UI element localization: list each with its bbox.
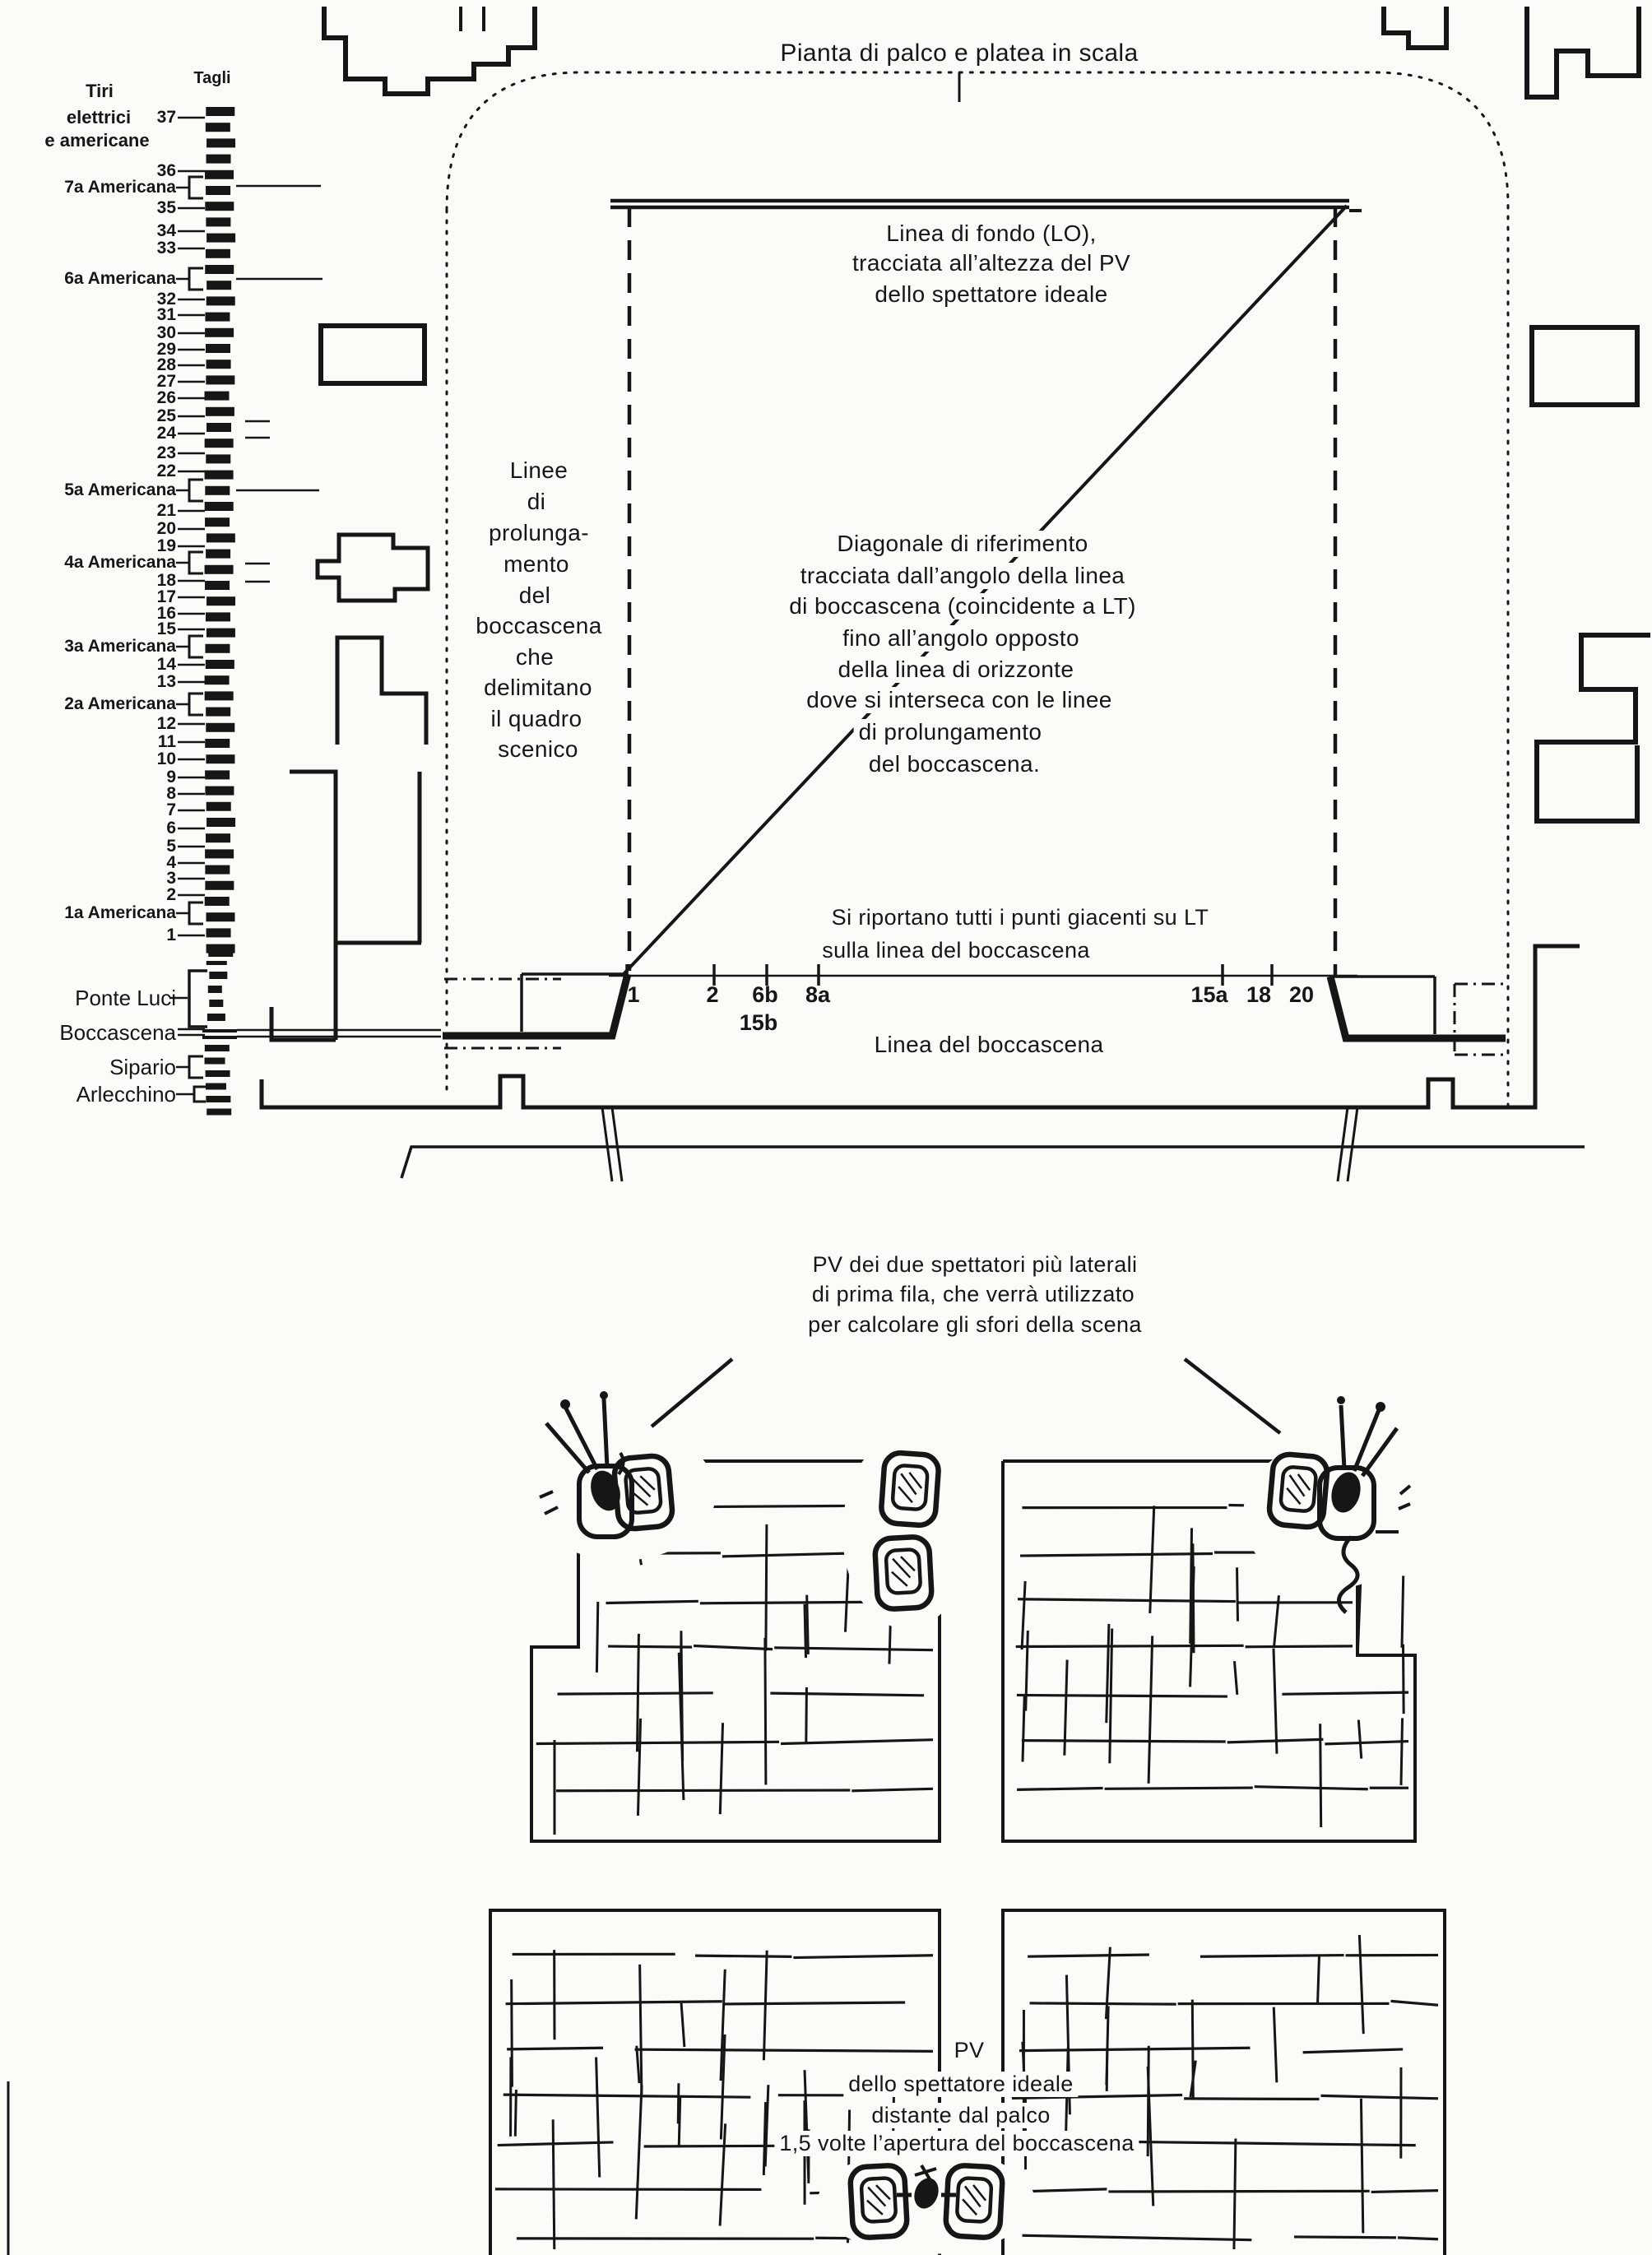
batten-label-number: 23 (156, 443, 176, 462)
batten-stub-lines (236, 186, 323, 582)
batten-label-number: 31 (156, 305, 176, 324)
batten-bar (206, 928, 231, 937)
seat-grid-line (1255, 1787, 1368, 1789)
seat-grid-line (596, 1602, 597, 1673)
batten-bar (206, 596, 235, 606)
diagonale-note: Diagonale di riferimento (832, 531, 1093, 557)
seat-grid-line (506, 2002, 722, 2004)
batten-bar (208, 953, 233, 957)
seat-grid-line (763, 1951, 767, 2060)
batten-bar (205, 438, 234, 448)
seat-grid-line (1022, 1581, 1025, 1649)
batten-label-number: 19 (156, 536, 176, 555)
batten-label-number: 32 (156, 290, 176, 309)
seat-grid-line (1026, 1631, 1028, 1711)
batten-bar (206, 1096, 230, 1102)
batten-label-americana: 2a Americana (64, 694, 176, 713)
diagonal-line (624, 206, 1347, 974)
lt-line (609, 964, 1357, 986)
batten-bar (205, 675, 230, 684)
seat-grid-line (1110, 1629, 1112, 1764)
batten-label-number: 2 (166, 885, 176, 904)
diagonale-note: fino all’angolo opposto (838, 625, 1084, 652)
seat-grid-line (681, 2003, 684, 2047)
diagonale-note: dove si interseca con le linee (801, 687, 1117, 713)
leader-line (189, 636, 203, 657)
tiri-header-line: e americane (44, 130, 150, 151)
seat-grid-line (770, 1693, 924, 1696)
batten-bar (205, 392, 230, 401)
prolungamento-note: scenico (498, 736, 578, 762)
batten-label-number: 21 (156, 501, 176, 520)
seat-grid-line (1237, 1567, 1238, 1621)
batten-label-number: 35 (156, 198, 176, 217)
seat-grid-line (852, 1789, 933, 1791)
leader-line (189, 694, 203, 715)
annotation-arrows (652, 1359, 1280, 1433)
batten-bar (205, 786, 234, 796)
dashdot-right-box (1455, 984, 1506, 1055)
wall-fragment (461, 7, 484, 31)
seat-grid-line (681, 1636, 683, 1761)
seat-grid-line (1149, 1636, 1153, 1783)
seat-grid-line (774, 1648, 933, 1650)
batten-bar (206, 407, 234, 416)
lt-tick-label: 8a (805, 982, 831, 1007)
batten-label-number: 3 (166, 869, 176, 888)
fondo-double-line (610, 201, 1349, 207)
batten-bar (206, 802, 231, 811)
batten-bar (205, 565, 234, 574)
seat-grid-line (553, 2119, 555, 2249)
prolungamento-note: prolunga- (489, 520, 589, 545)
theater-walls (8, 7, 1650, 2255)
batten-label-americana: 3a Americana (64, 637, 176, 656)
batten-label-number: 29 (156, 340, 176, 359)
batten-label-number: 10 (156, 749, 176, 768)
leader-line (189, 552, 203, 573)
batten-bar (208, 986, 222, 993)
batten-label-number: 30 (156, 323, 176, 342)
batten-bar (206, 423, 231, 432)
linea-boccascena-label: Linea del boccascena (874, 1032, 1104, 1057)
prolungamento-note: di (527, 489, 546, 514)
batten-bar (205, 502, 234, 511)
seat-grid-line (1192, 2000, 1193, 2099)
batten-bar (205, 897, 230, 906)
batten-bar (206, 281, 231, 290)
seat-grid-line (1274, 1649, 1277, 1754)
seat-grid-line (1390, 2001, 1438, 2005)
seat-grid-line (640, 1965, 642, 2095)
wall-fragment (1532, 327, 1637, 405)
batten-bar (206, 550, 230, 559)
seat-grid-line (1023, 1694, 1024, 1761)
prolungamento-note: boccascena (476, 613, 602, 638)
leader-line (189, 902, 203, 924)
batten-bar (206, 660, 234, 669)
batten-label-named: Arlecchino (76, 1082, 176, 1107)
batten-label-number: 33 (156, 239, 176, 258)
seat-grid-line (1358, 1720, 1361, 1759)
batten-bar (209, 972, 227, 979)
seat-grid-line (1107, 1624, 1109, 1723)
batten-bar (206, 612, 230, 621)
batten-bar (205, 1045, 230, 1051)
seat-grid-line (606, 1601, 698, 1603)
batten-label-number: 34 (156, 221, 176, 240)
lt-tick-label-15b: 15b (739, 1010, 778, 1035)
batten-label-americana: 7a Americana (64, 178, 176, 197)
linea-di-fondo (610, 201, 1362, 211)
seat-grid-line (1023, 2235, 1252, 2239)
batten-label-number: 22 (156, 462, 176, 480)
figure-hand (1337, 1396, 1345, 1404)
batten-bar (202, 1036, 237, 1039)
batten-label-number: 27 (156, 372, 176, 391)
batten-label-number: 18 (156, 571, 176, 590)
lt-tick-label: 18 (1246, 982, 1272, 1007)
batten-bar (206, 234, 235, 243)
batten-label-number: 20 (156, 519, 176, 538)
batten-label-number: 7 (166, 800, 176, 819)
seat-grid-line (1193, 1543, 1194, 1653)
lt-tick-label: 20 (1288, 982, 1315, 1007)
seat-grid-line (1274, 2007, 1277, 2083)
batten-label-number: 16 (156, 604, 176, 623)
batten-bar (205, 486, 230, 495)
batten-bar (205, 739, 230, 748)
wall-fragment (1537, 635, 1650, 821)
seat-grid-line (634, 2049, 933, 2051)
batten-bar (206, 454, 230, 463)
boccascena-thick-right (1330, 977, 1506, 1038)
batten-bar (206, 833, 230, 842)
trapezoid-left (522, 974, 625, 1032)
batten-bar (206, 1070, 230, 1077)
batten-bar (206, 912, 234, 921)
batten-label-americana: 6a Americana (64, 269, 176, 288)
proscenium (237, 974, 1506, 1055)
batten-label-number: 17 (156, 587, 176, 606)
seat-grid-line (781, 1740, 933, 1744)
seat-grid-line (1294, 2237, 1396, 2238)
batten-bar (205, 865, 230, 875)
seat-grid-line (1371, 2191, 1438, 2192)
seat-grid-line (1398, 2238, 1438, 2239)
seat-grid-line (1403, 1645, 1404, 1714)
seat-grid-line (1318, 1956, 1320, 2003)
batten-bar (205, 581, 230, 590)
seat-grid-line (536, 1742, 779, 1743)
batten-label-number: 6 (166, 819, 176, 838)
seat-grid-line (807, 1595, 809, 1654)
batten-bar (202, 1029, 237, 1032)
tagli-header: Tagli (193, 69, 231, 87)
wall-fragment (1527, 7, 1639, 97)
batten-label-americana: 5a Americana (64, 480, 176, 499)
seat-grid-line (556, 1790, 850, 1791)
batten-bar (206, 249, 230, 258)
orchestra-wall (401, 1147, 1585, 1178)
seat-grid-line (507, 2048, 603, 2049)
diagonale-note: tracciata dall’angolo della linea (796, 563, 1130, 589)
seat-grid-line (1234, 1661, 1237, 1695)
batten-label-number: 4 (166, 853, 176, 872)
seat-grid-line (1022, 1741, 1226, 1742)
batten-bar (206, 123, 230, 132)
leader-line (189, 480, 203, 501)
seat-grid-line (1020, 1554, 1213, 1557)
figure-halo (527, 1426, 716, 1561)
batten-bar (206, 138, 235, 147)
batten-bar (206, 944, 235, 954)
pv-ideale-note: distante dal palco (866, 2103, 1055, 2128)
seat-grid-line (694, 1646, 773, 1649)
trapezoid-right (1334, 977, 1435, 1034)
pv-laterali-note: PV dei due spettatori più laterali (812, 1252, 1138, 1277)
leader-line (189, 1056, 203, 1078)
linea-fondo-note: Linea di fondo (LO), (886, 220, 1097, 246)
batten-label-number: 13 (156, 672, 176, 691)
batten-label-number: 9 (166, 768, 176, 786)
seat-grid-line (1018, 1599, 1236, 1602)
seat-grid-line (1028, 1955, 1149, 1956)
fly-batten-ladder (202, 107, 237, 1116)
riporto-note: Si riportano tutti i punti giacenti su LT (827, 905, 1214, 930)
boccascena-line-left-extension (237, 1030, 441, 1037)
batten-label-number: 15 (156, 619, 176, 638)
tiri-header-line: elettrici (66, 107, 132, 128)
batten-label-number: 25 (156, 406, 176, 425)
diagonale-note: di prolungamento (854, 719, 1047, 745)
linea-fondo-note: tracciata all’altezza del PV (852, 250, 1131, 276)
arrow-to-right-spectator (1185, 1359, 1280, 1433)
batten-bar (206, 217, 230, 226)
batten-label-number: 12 (156, 714, 176, 733)
seat-grid-line (1135, 2141, 1416, 2145)
seat-grid-line (1402, 1575, 1404, 1647)
batten-bar (206, 360, 231, 369)
seat-grid-line (1282, 1692, 1408, 1694)
pv-ideale-note: 1,5 volte l’apertura del boccascena (774, 2131, 1139, 2156)
diagonale-note: del boccascena. (864, 751, 1045, 777)
diagonale-note: della linea di orizzonte (833, 657, 1079, 683)
wall-fragment (337, 638, 426, 745)
batten-label-number: 24 (156, 424, 176, 443)
batten-bar (206, 107, 234, 116)
seat-grid-line (1320, 1724, 1321, 1827)
seat-grid-line (766, 1524, 767, 1651)
seat-grid-line (1105, 1788, 1253, 1789)
lt-tick-label: 15a (1190, 982, 1228, 1007)
prolungamento-note: delimitano (484, 675, 592, 700)
seat-grid-line (637, 2046, 639, 2083)
seat-grid-line (1150, 1506, 1154, 1613)
seat-grid-line (806, 1687, 807, 1742)
apron-edge-left (602, 1107, 622, 1181)
batten-bar (205, 849, 234, 858)
batten-bar (206, 754, 234, 763)
lt-tick-label: 6b (752, 982, 778, 1007)
batten-label-number: 26 (156, 388, 176, 407)
prolungamento-note: il quadro (490, 706, 582, 731)
leader-line (189, 268, 203, 290)
batten-bar (206, 961, 227, 965)
seat-grid-line (608, 1646, 692, 1647)
batten-bar (206, 375, 234, 384)
batten-bar (205, 265, 234, 274)
seat-grid-line (1184, 2099, 1319, 2100)
batten-bar (205, 202, 234, 211)
seat-grid-line (1200, 1956, 1344, 1957)
lt-tick-label: 2 (706, 982, 719, 1007)
pv-laterali-note: per calcolare gli sfori della scena (808, 1312, 1142, 1337)
seat-grid-line (1325, 1742, 1408, 1744)
batten-label-named: Sipario (109, 1055, 176, 1079)
batten-label-number: 1 (166, 926, 176, 944)
batten-bar (205, 644, 230, 653)
batten-label-named: Boccascena (59, 1020, 176, 1045)
figure-hand (600, 1391, 608, 1399)
page-title: Pianta di palco e platea in scala (780, 39, 1139, 67)
batten-bar (206, 1083, 226, 1090)
batten-bar (205, 471, 234, 480)
tiri-header-line: Tiri (86, 81, 114, 101)
lt-tick-label: 1 (627, 982, 640, 1007)
batten-bar (205, 170, 234, 179)
seat-grid-line (515, 2090, 516, 2137)
batten-bar (206, 708, 230, 717)
pv-ideale-note: dello spettatore ideale (843, 2072, 1078, 2097)
batten-bar (205, 517, 230, 527)
batten-label-number: 14 (156, 655, 176, 674)
batten-bar (205, 313, 230, 322)
batten-bar (209, 1000, 223, 1007)
batten-bar (206, 723, 234, 732)
pv-laterali-note: di prima fila, che verrà utilizzato (811, 1282, 1135, 1306)
batten-bar (206, 186, 230, 195)
seat-grid-line (637, 1634, 638, 1752)
seat-grid-line (636, 2085, 642, 2219)
seat-grid-line (558, 1693, 713, 1694)
batten-label-americana: 4a Americana (64, 553, 176, 572)
prolungamento-note: Linee (509, 457, 568, 483)
seat-grid-line (805, 1604, 806, 1658)
boundary-top (447, 72, 1508, 210)
figure-hand (1376, 1402, 1385, 1412)
batten-label-number: 11 (157, 732, 176, 751)
leader-line (189, 177, 203, 198)
seat-grid-line (1017, 1695, 1227, 1696)
boccascena-thick-left (443, 974, 628, 1036)
batten-bar (207, 1014, 225, 1021)
seat-grid-line (498, 2142, 614, 2146)
batten-bar (206, 818, 235, 827)
batten-bar (206, 1109, 231, 1116)
seat-grid-line (1016, 1645, 1244, 1646)
arrow-to-left-spectator (652, 1359, 732, 1427)
wall-fragment (271, 772, 421, 1040)
batten-bar (206, 629, 235, 638)
batten-bar (205, 691, 234, 700)
seat-grid-line (793, 1956, 933, 1958)
diagonale-note: di boccascena (coincidente a LT) (784, 593, 1141, 619)
seat-grid-line (1108, 2191, 1369, 2192)
seat-grid-line (1019, 2048, 1250, 2050)
figure-hand (560, 1399, 570, 1409)
seat-grid-line (724, 2002, 905, 2004)
batten-label-number: 36 (156, 161, 176, 180)
batten-bar (205, 881, 234, 890)
batten-bar (205, 1058, 225, 1065)
batten-bar (206, 155, 231, 164)
seat-grid-line (1303, 2049, 1404, 2053)
batten-bar (205, 770, 230, 779)
seat-grid-line (1246, 1646, 1353, 1647)
pv-ideale-note: PV (949, 2038, 990, 2063)
seat-grid-line (1361, 2099, 1362, 2233)
seat-grid-line (1320, 2095, 1438, 2098)
seat-grid-line (1017, 1789, 1102, 1790)
batten-bar (206, 344, 230, 353)
prolungamento-note: mento (503, 551, 569, 577)
leader-line (194, 1087, 206, 1102)
batten-label-number: 28 (156, 355, 176, 374)
linea-fondo-note: dello spettatore ideale (875, 281, 1108, 307)
seat-grid-line (1234, 2138, 1236, 2249)
batten-bar (206, 533, 235, 542)
batten-label-americana: 1a Americana (64, 903, 176, 922)
seat-grid-line (765, 1638, 766, 1785)
seat-grid-line (1030, 2003, 1176, 2004)
seat-grid-line (1401, 1718, 1403, 1785)
apron-edge-right (1338, 1107, 1357, 1181)
batten-label-number: 8 (166, 784, 176, 803)
wall-fragment (321, 326, 425, 383)
prolungamento-note: del (518, 582, 551, 608)
batten-bar (205, 328, 234, 337)
batten-label-number: 5 (166, 837, 176, 856)
wall-fragment (318, 535, 428, 601)
seat-grid-line (679, 2097, 680, 2147)
riporto-note: sulla linea del boccascena (817, 938, 1095, 963)
batten-label-number: 37 (156, 108, 176, 127)
prolungamento-note: che (515, 644, 555, 670)
seat-grid-line (596, 2058, 600, 2178)
batten-label-named: Ponte Luci (75, 986, 176, 1010)
seat-grid-line (720, 1723, 722, 1814)
wall-fragment (1384, 7, 1446, 48)
stage-front-wall (262, 946, 1580, 1107)
seat-grid-line (1359, 1935, 1363, 2034)
seat-grid-line (1190, 1528, 1192, 1644)
seat-grid-line (503, 2095, 751, 2097)
batten-bar (206, 296, 235, 305)
wall-fragment (324, 7, 535, 94)
leader-line (189, 971, 207, 1027)
